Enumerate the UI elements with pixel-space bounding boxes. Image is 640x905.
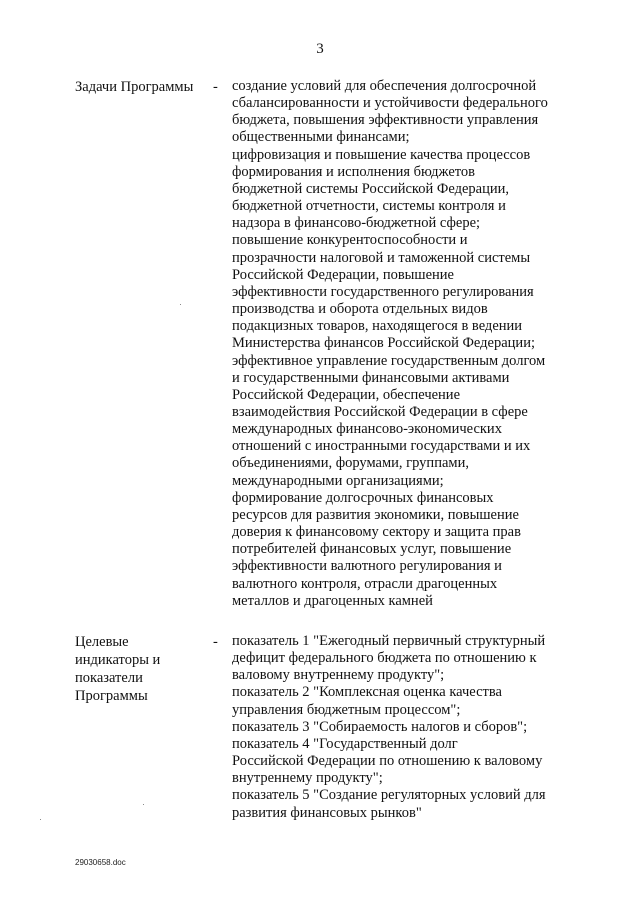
tasks-text-line: производства и оборота отдельных видов [232,301,488,318]
scan-speck [143,804,144,805]
tasks-text-line: международных финансово-экономических [232,421,502,438]
tasks-text-line: сбалансированности и устойчивости федерального [232,95,548,112]
tasks-text-line: надзора в финансово-бюджетной сфере; [232,215,481,232]
tasks-text-line: доверия к финансовому сектору и защита прав [232,524,521,541]
tasks-text-line: взаимодействия Российской Федерации в сфере [232,403,528,420]
indicators-label [75,633,200,705]
tasks-text-line: повышение конкурентоспособности и [232,232,468,249]
indicators-text-line: показатель 3 "Собираемость налогов и сборов"; [232,718,528,735]
tasks-text-line: валютного контроля, отрасли драгоценных [232,575,498,592]
tasks-text-line: Российской Федерации, обеспечение [232,386,460,403]
tasks-content [232,78,572,610]
indicators-text-line: показатель 2 "Комплексная оценка качества [232,684,502,701]
indicators-text-line: внутреннему продукту"; [232,770,383,787]
tasks-text-line: создание условий для обеспечения долгосрочной [232,78,537,94]
scan-speck [180,304,181,305]
indicators-text-line: управления бюджетным процессом"; [232,701,461,718]
indicators-text-line: Российской Федерации по отношению к валовому [232,753,543,770]
tasks-text-line: международными организациями; [232,472,444,489]
tasks-text-line: бюджета, повышения эффективности управления [232,112,539,129]
scan-speck [40,819,41,820]
tasks-text-line: и государственными финансовыми активами [232,369,510,386]
tasks-text-line: эффективности валютного регулирования и [232,558,502,575]
indicators-dash: - [213,634,218,650]
tasks-text-line: эффективное управление государственным долгом [232,352,546,369]
tasks-text-line: отношений с иностранными государствами и их [232,438,531,455]
page-number: 3 [316,41,324,57]
tasks-dash: - [213,79,218,95]
indicators-text-line: дефицит федерального бюджета по отношению к [232,650,537,667]
tasks-label-line: Задачи Программы [75,79,194,95]
tasks-label [75,78,200,96]
tasks-text-line: формирования и исполнения бюджетов [232,163,476,180]
tasks-text-line: бюджетной системы Российской Федерации, [232,180,509,197]
indicators-text-line: валовому внутреннему продукту"; [232,667,445,684]
tasks-text-line: Российской Федерации, повышение [232,266,454,283]
document-file-name: 29030658.doc [75,858,126,867]
tasks-text-line: Министерства финансов Российской Федерации; [232,335,535,352]
indicators-content [232,633,572,822]
tasks-text-line: подакцизных товаров, находящегося в ведении [232,318,523,335]
tasks-text-line: объединениями, форумами, группами, [232,455,469,472]
indicators-text-line: показатель 1 "Ежегодный первичный структурный [232,633,546,649]
tasks-text-line: ресурсов для развития экономики, повышение [232,506,519,523]
tasks-text-line: потребителей финансовых услуг, повышение [232,541,512,558]
tasks-text-line: прозрачности налоговой и таможенной системы [232,249,531,266]
indicators-label-line: показатели [75,670,143,686]
tasks-text-line: цифровизация и повышение качества процессов [232,146,531,163]
tasks-text-line: общественными финансами; [232,129,410,146]
indicators-label-line: Программы [75,688,148,704]
tasks-text-line: формирование долгосрочных финансовых [232,489,494,506]
indicators-label-line: Целевые [75,634,129,650]
indicators-text-line: показатель 4 "Государственный долг [232,735,458,752]
indicators-text-line: развития финансовых рынков" [232,804,422,821]
tasks-text-line: бюджетной отчетности, системы контроля и [232,198,506,215]
tasks-text-line: эффективности государственного регулирования [232,283,534,300]
indicators-label-line: индикаторы и [75,652,161,668]
tasks-text-line: металлов и драгоценных камней [232,592,433,609]
indicators-text-line: показатель 5 "Создание регуляторных условий для [232,787,546,804]
